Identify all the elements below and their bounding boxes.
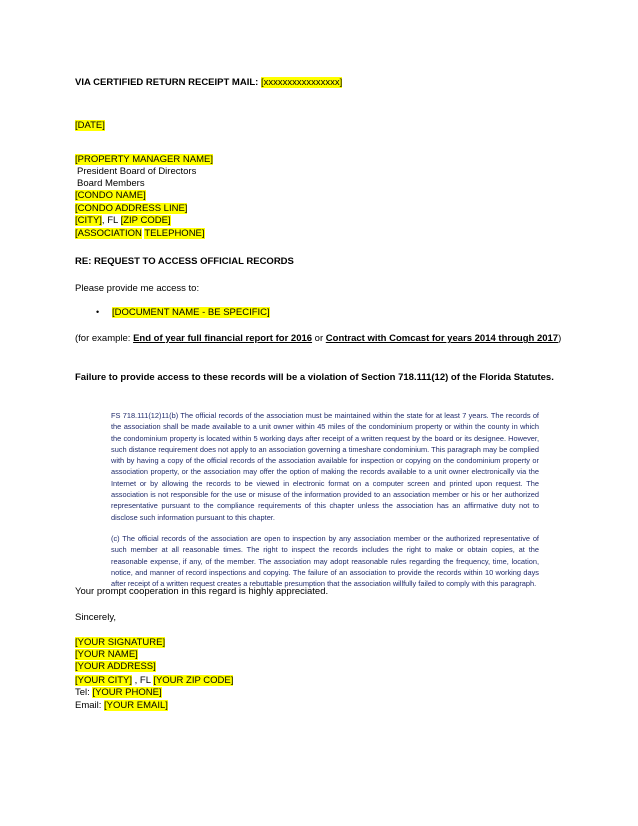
statute-paragraph-c: (c) The official records of the association are open to inspection by any association member or the authorized representative of such member at all reasonable times. The right to inspect the records includes the right to make or obtain copies, at the reasonable expense, if any, of the member. The association may adopt reasonable rules regarding the frequency, time, location, notice, and manner of record inspections and copying. The failure of an association to provide the records within 10 working days after receipt of a written request creates a rebuttable presumption that the association willfully failed to comply with this paragraph. <box>111 533 539 589</box>
city-line <box>75 215 171 227</box>
your-email: [YOUR EMAIL] <box>104 700 168 711</box>
subject-line: RE: REQUEST TO ACCESS OFFICIAL RECORDS <box>75 256 294 267</box>
signature-line <box>75 637 165 649</box>
your-city: [YOUR CITY] <box>75 675 133 686</box>
email-line <box>75 700 168 712</box>
your-phone: [YOUR PHONE] <box>92 687 162 698</box>
example-or: or <box>312 333 326 344</box>
document-name: [DOCUMENT NAME - BE SPECIFIC] <box>112 307 270 318</box>
city: [CITY] <box>75 215 102 226</box>
board-members-line: Board Members <box>77 178 145 189</box>
example-line <box>75 333 561 345</box>
email-label: Email: <box>75 700 105 711</box>
condo-address: [CONDO ADDRESS LINE] <box>75 203 188 214</box>
manager-line <box>75 154 213 166</box>
date-placeholder: [DATE] <box>75 120 105 131</box>
request-intro: Please provide me access to: <box>75 283 200 294</box>
your-city-line <box>75 675 233 687</box>
date-line <box>75 120 105 132</box>
bullet-item <box>112 307 270 319</box>
thanks-line: Your prompt cooperation in this regard is highly appreciated. <box>75 586 329 597</box>
property-manager-name: [PROPERTY MANAGER NAME] <box>75 154 213 165</box>
your-name: [YOUR NAME] <box>75 649 138 660</box>
your-zip-code: [YOUR ZIP CODE] <box>153 675 234 686</box>
association-label: [ASSOCIATION <box>75 228 142 239</box>
association-phone-line <box>75 228 205 240</box>
association-telephone: TELEPHONE] <box>144 228 205 239</box>
example-item-2: Contract with Comcast for years 2014 through 2017 <box>325 333 559 344</box>
your-signature: [YOUR SIGNATURE] <box>75 637 166 648</box>
condo-name: [CONDO NAME] <box>75 190 146 201</box>
your-address: [YOUR ADDRESS] <box>75 661 156 672</box>
via-label: VIA CERTIFIED RETURN RECEIPT MAIL: <box>75 77 259 88</box>
your-state: , FL <box>132 675 154 686</box>
sincerely-line: Sincerely, <box>75 612 117 623</box>
tel-line <box>75 687 162 699</box>
statute-paragraph-b: FS 718.111(12)11(b) The official records of the association must be maintained within the state for at least 7 years. The records of the association shall be made available to a unit owner within 45 miles of the condominium property or within the county in which the condominium property is located within 5 working days after receipt of a written request by the board or its designee. However, such distance requirement does not apply to an association governing a timeshare condominium. This paragraph may be complied with by having a copy of the official records of the association available for inspection or copying on the condominium property or association property, or the association may offer the option of making the records available to a unit owner electronically via the Internet or by allowing the records to be viewed in electronic format on a computer screen and printed upon request. The association is not responsible for the use or misuse of the information provided to an association member or his or her authorized representative pursuant to the compliance requirements of this chapter unless the association has an affirmative duty not to disclose such information pursuant to this chapter. <box>111 411 539 522</box>
tracking-number: [xxxxxxxxxxxxxxxx] <box>260 77 343 88</box>
bullet-icon: • <box>96 307 100 317</box>
example-suffix: ) <box>558 333 562 344</box>
your-name-line <box>75 649 138 661</box>
example-prefix: (for example: <box>75 333 134 344</box>
zip-code: [ZIP CODE] <box>120 215 171 226</box>
via-line <box>75 77 342 89</box>
state: , FL <box>101 215 121 226</box>
tel-label: Tel: <box>75 687 93 698</box>
condo-name-line <box>75 190 146 202</box>
statute-quote <box>111 410 539 589</box>
condo-address-line <box>75 203 187 215</box>
president-line: President Board of Directors <box>77 166 197 177</box>
your-address-line <box>75 661 156 673</box>
warning-line: Failure to provide access to these records will be a violation of Section 718.111(12) of the Florida Statutes. <box>75 372 554 383</box>
example-item-1: End of year full financial report for 2016 <box>133 333 313 344</box>
